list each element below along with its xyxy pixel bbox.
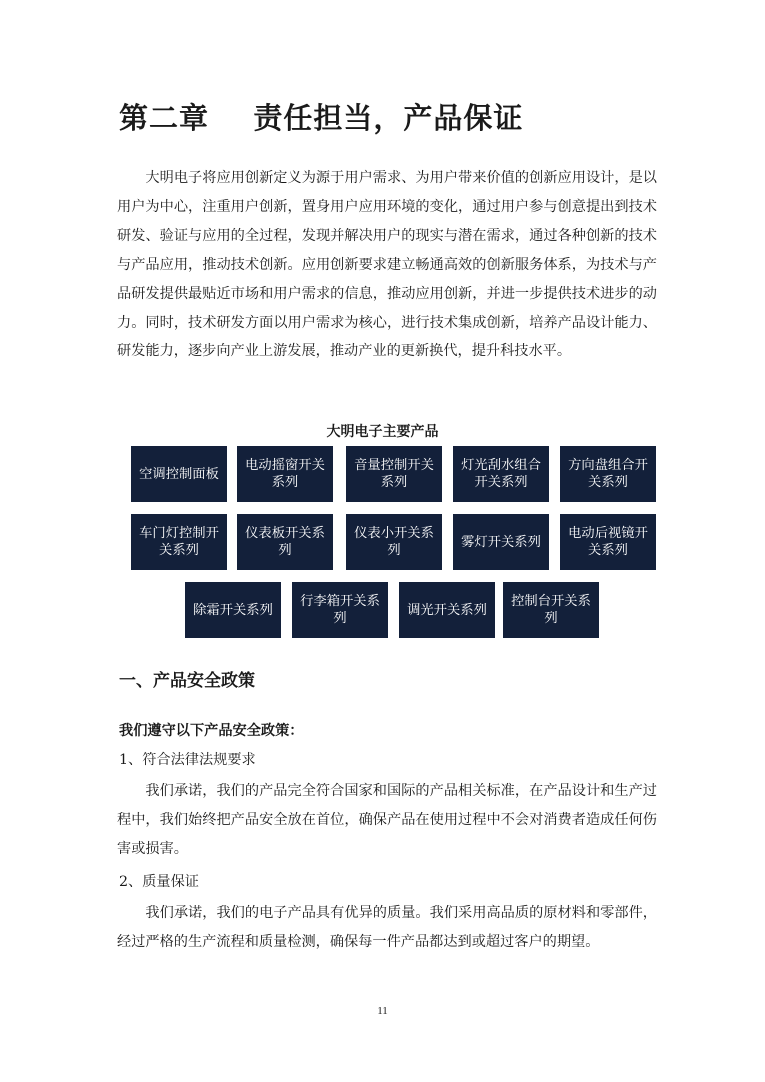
section-heading: 一、产品安全政策 xyxy=(119,671,255,691)
policy-title: 1、符合法律法规要求 xyxy=(119,752,256,768)
product-box: 仪表小开关系列 xyxy=(346,514,442,570)
product-box: 电动后视镜开关系列 xyxy=(560,514,656,570)
policy-title: 2、质量保证 xyxy=(119,874,199,890)
intro-paragraph: 大明电子将应用创新定义为源于用户需求、为用户带来价值的创新应用设计，是以用户为中心，注重用户创新，置身用户应用环境的变化，通过用户参与创意提出到技术研发、验证与应用的全过程，发现并解决用户的现实与潜在需求，通过各种创新的技术与产品应用，推动技术创新。应用创新要求建立畅通高效的创新服务体系，为技术与产品研发提供最贴近市场和用户需求的信息，推动应用创新，并进一步提供技术进步的动力。同时，技术研发方面以用户需求为核心，进行技术集成创新，培养产品设计能力、研发能力，逐步向产业上游发展，推动产业的更新换代，提升科技水平。 xyxy=(117,170,657,360)
product-box: 灯光刮水组合开关系列 xyxy=(453,446,549,502)
policy-text: 我们承诺，我们的产品完全符合国家和国际的产品相关标准，在产品设计和生产过程中，我们始终把产品安全放在首位，确保产品在使用过程中不会对消费者造成任何伤害或损害。 xyxy=(117,783,657,857)
product-box: 调光开关系列 xyxy=(399,582,495,638)
product-box: 音量控制开关系列 xyxy=(346,446,442,502)
product-box: 行李箱开关系列 xyxy=(292,582,388,638)
page-number: 11 xyxy=(377,1005,388,1017)
chapter-title: 第二章 责任担当，产品保证 xyxy=(119,101,524,135)
products-diagram-title: 大明电子主要产品 xyxy=(326,424,439,440)
product-box: 仪表板开关系列 xyxy=(237,514,333,570)
product-box: 除霜开关系列 xyxy=(185,582,281,638)
policy-text: 我们承诺，我们的电子产品具有优异的质量。我们采用高品质的原材料和零部件，经过严格的生产流程和质量检测，确保每一件产品都达到或超过客户的期望。 xyxy=(117,905,657,950)
product-box: 控制台开关系列 xyxy=(503,582,599,638)
product-box: 电动摇窗开关系列 xyxy=(237,446,333,502)
product-box: 方向盘组合开关系列 xyxy=(560,446,656,502)
product-box: 雾灯开关系列 xyxy=(453,514,549,570)
product-box: 车门灯控制开关系列 xyxy=(131,514,227,570)
policy-intro: 我们遵守以下产品安全政策： xyxy=(119,723,304,739)
product-box: 空调控制面板 xyxy=(131,446,227,502)
